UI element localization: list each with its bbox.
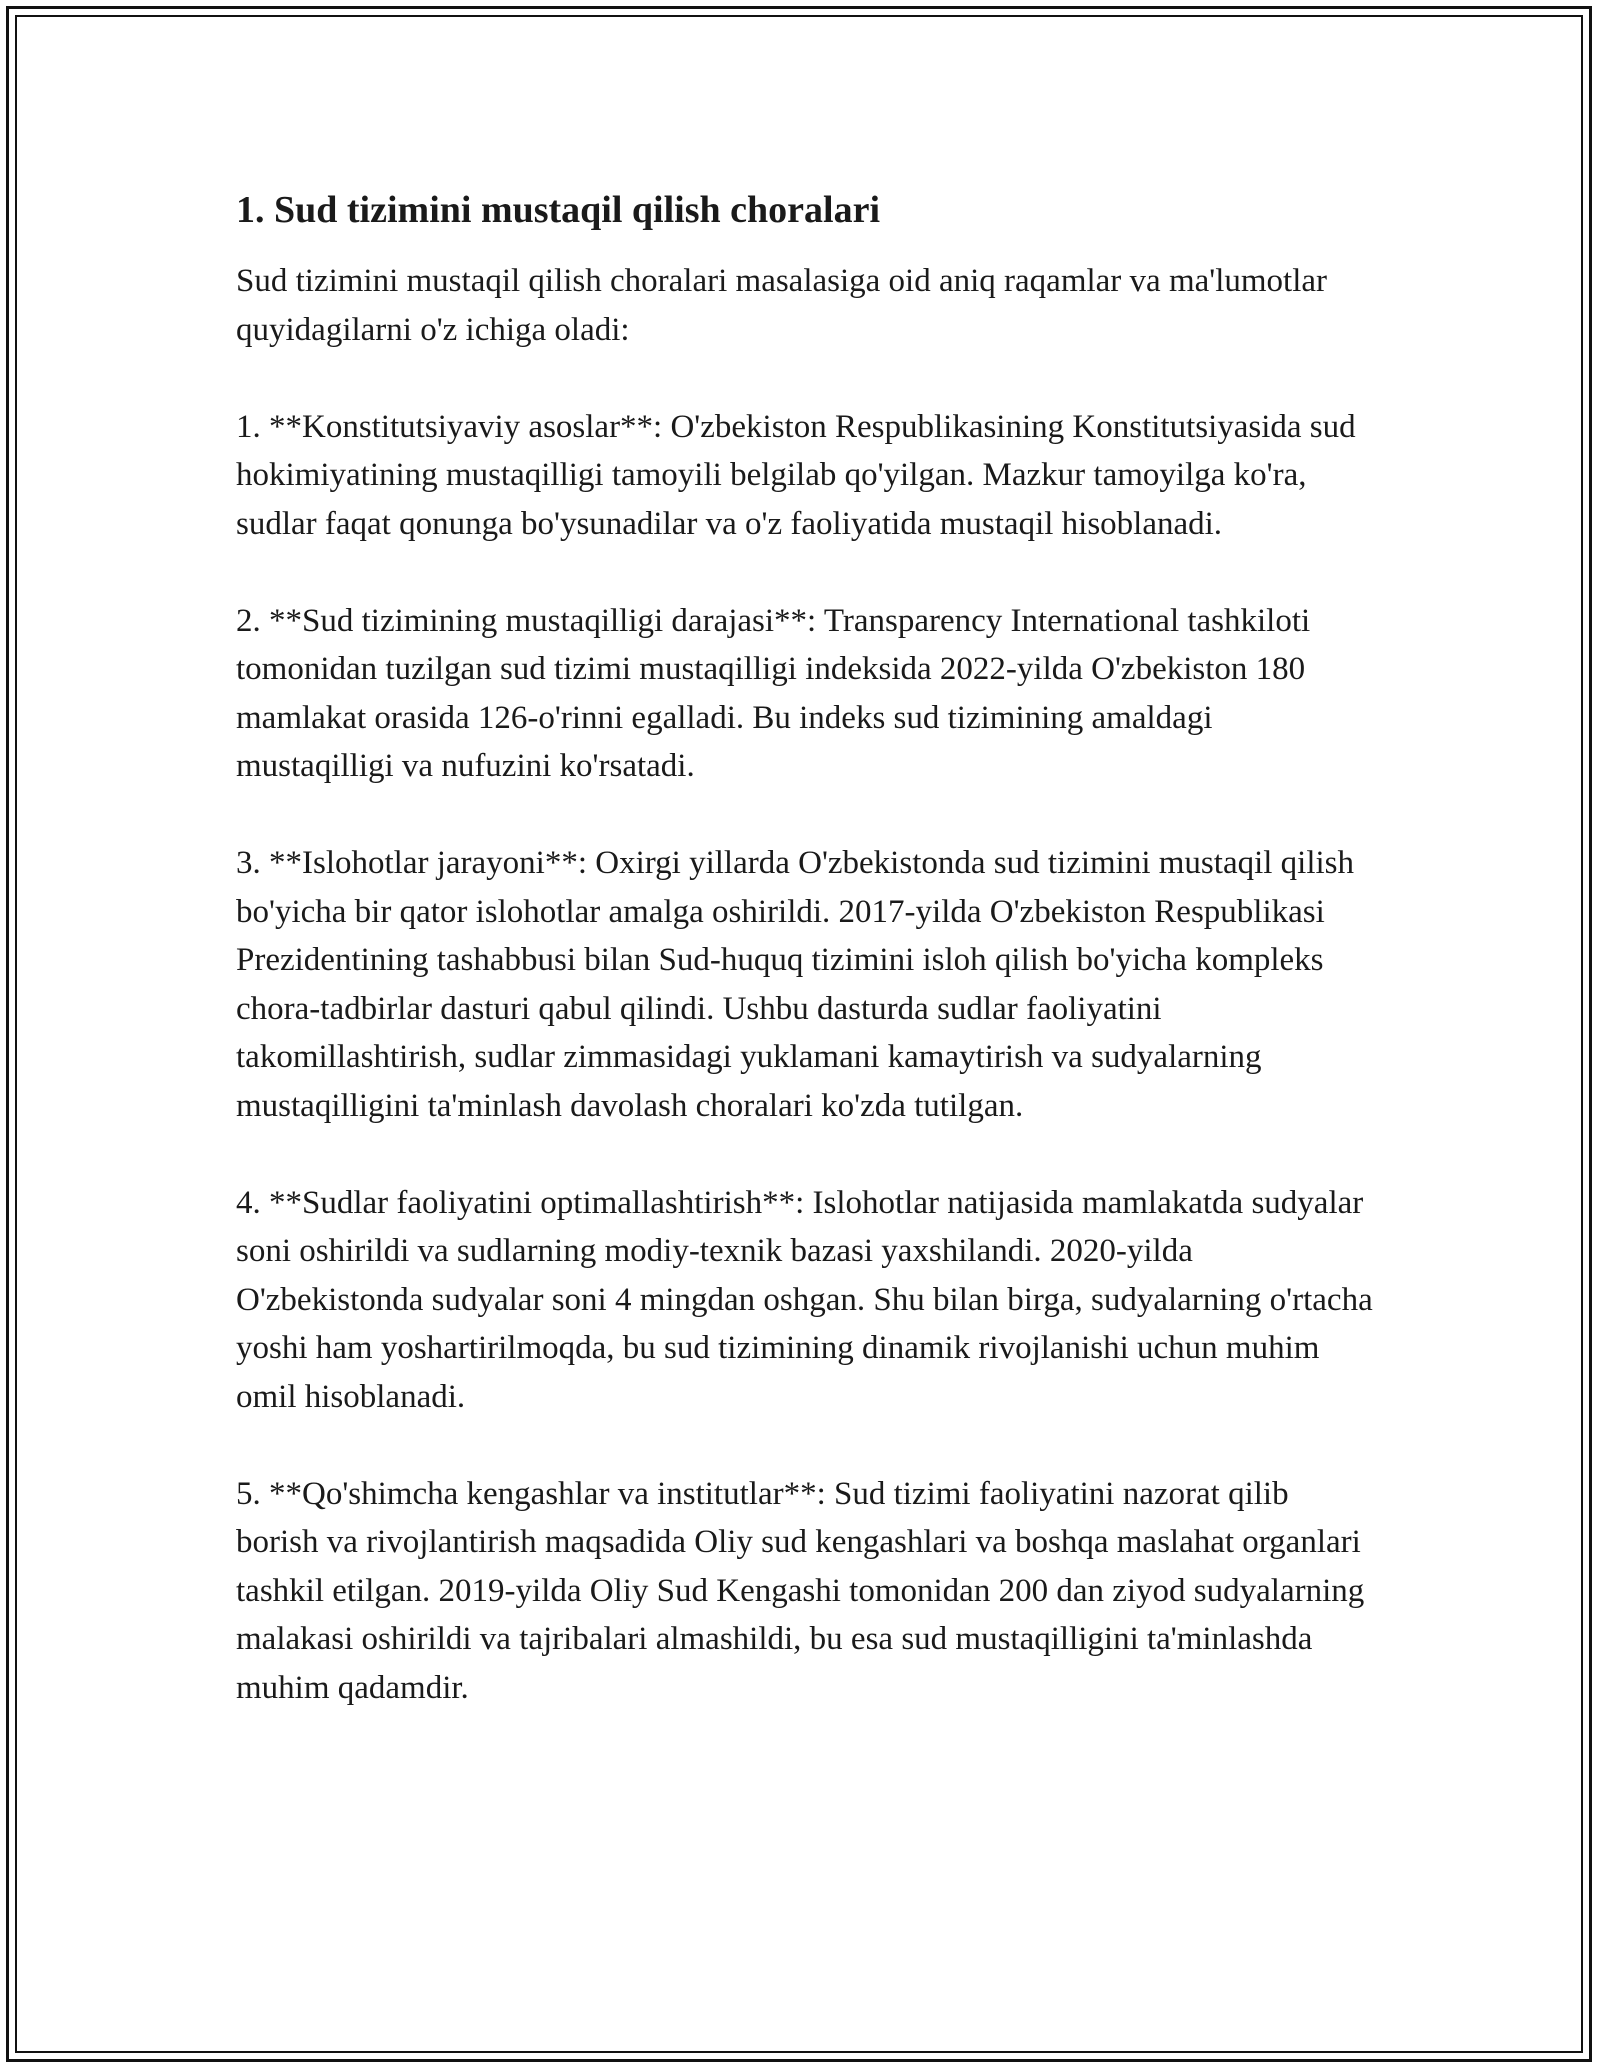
point-4-paragraph: 4. **Sudlar faoliyatini optimallashtirish**: Islohotlar natijasida mamlakatda sudyalar soni oshirildi va sudlarning modiy-texnik bazasi yaxshilandi. 2020-yilda O'zbekistonda sudyalar soni 4 mingdan oshgan. Shu bilan birga, sudyalarning o'rtacha yoshi ham yoshartirilmoqda, bu sud tizimining dinamik rivojlanishi uchun muhim omil hisoblanadi. <box>236 1184 1373 1415</box>
point-1-paragraph: 1. **Konstitutsiyaviy asoslar**: O'zbekiston Respublikasining Konstitutsiyasida sud hokimiyatining mustaqilligi tamoyili belgilab qo'yilgan. Mazkur tamoyilga ko'ra, sudlar faqat qonunga bo'ysunadilar va o'z faoliyatida mustaqil hisoblanadi. <box>236 408 1356 542</box>
point-3-paragraph: 3. **Islohotlar jarayoni**: Oxirgi yillarda O'zbekistonda sud tizimini mustaqil qilish bo'yicha bir qator islohotlar amalga oshirildi. 2017-yilda O'zbekiston Respublikasi Prezidentining tashabbusi bilan Sud-huquq tizimini isloh qilish bo'yicha kompleks chora-tadbirlar dasturi qabul qilindi. Ushbu dasturda sudlar faoliyatini takomillashtirish, sudlar zimmasidagi yuklamani kamaytirish va sudyalarning mustaqilligini ta'minlash davolash choralari ko'zda tutilgan. <box>236 845 1355 1124</box>
document-body <box>236 186 1376 1712</box>
point-5-paragraph: 5. **Qo'shimcha kengashlar va institutlar**: Sud tizimi faoliyatini nazorat qilib borish va rivojlantirish maqsadida Oliy sud kengashlari va boshqa maslahat organlari tashkil etilgan. 2019-yilda Oliy Sud Kengashi tomonidan 200 dan ziyod sudyalarning malakasi oshirildi va tajribalari almashildi, bu esa sud mustaqilligini ta'minlashda muhim qadamdir. <box>236 1475 1365 1706</box>
intro-paragraph: Sud tizimini mustaqil qilish choralari masalasiga oid aniq raqamlar va ma'lumotlar quyidagilarni o'z ichiga oladi: <box>236 263 1328 348</box>
section-heading: 1. Sud tizimini mustaqil qilish choralari <box>236 189 880 231</box>
point-2-paragraph: 2. **Sud tizimining mustaqilligi darajasi**: Transparency International tashkiloti tomonidan tuzilgan sud tizimi mustaqilligi indeksida 2022-yilda O'zbekiston 180 mamlakat orasida 126-o'rinni egalladi. Bu indeks sud tizimining amaldagi mustaqilligi va nufuzini ko'rsatadi. <box>236 602 1311 785</box>
